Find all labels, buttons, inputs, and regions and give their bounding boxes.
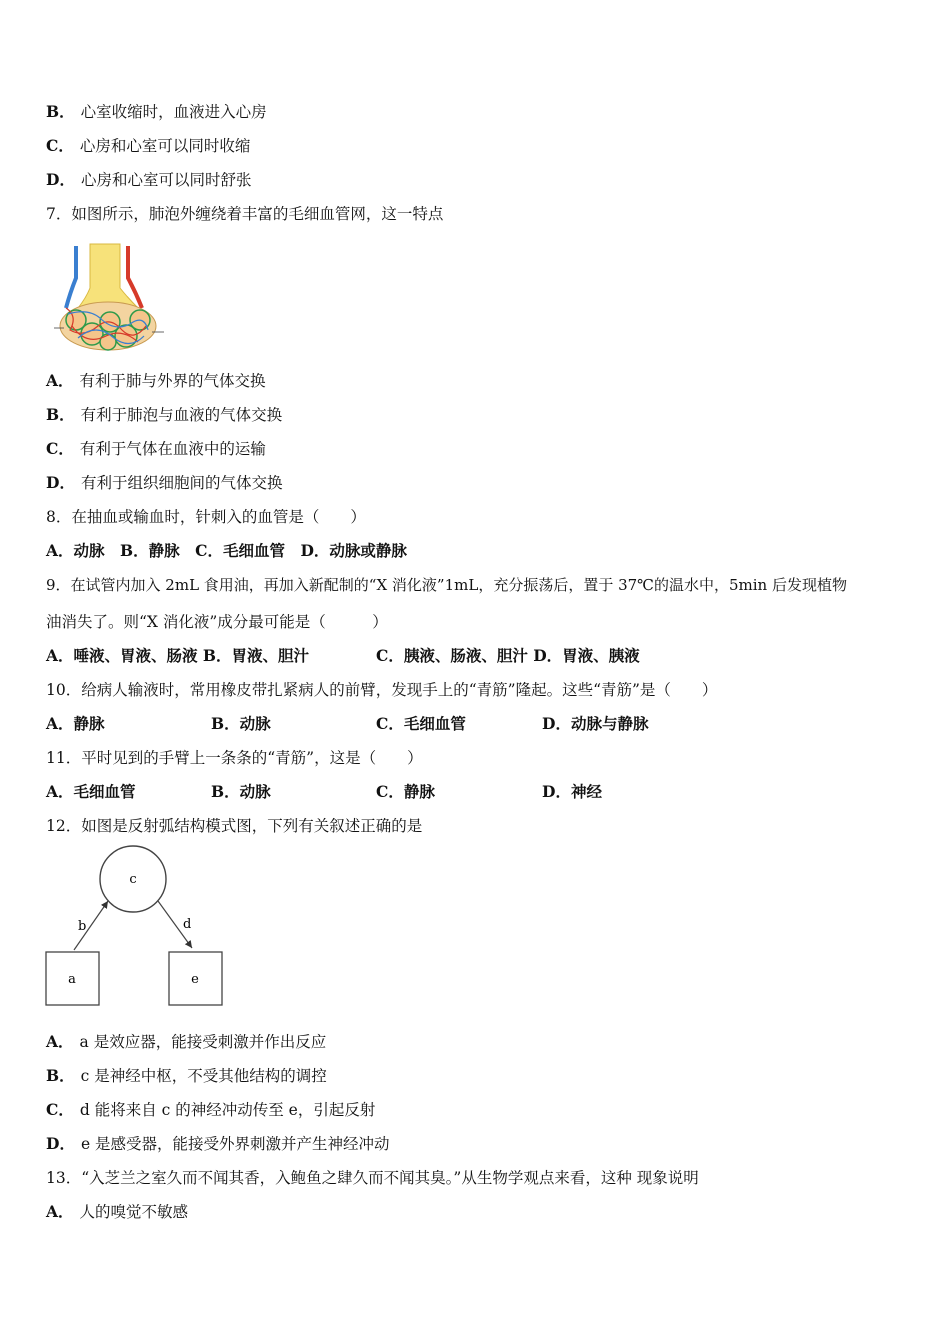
q12-option-a: A． a 是效应器，能接受刺激并作出反应 [46, 1032, 327, 1051]
q7-option-b: B． 有利于肺泡与血液的气体交换 [46, 405, 283, 424]
q7-option-c: C． 有利于气体在血液中的运输 [46, 439, 266, 458]
q6-option-b: B． 心室收缩时，血液进入心房 [46, 102, 267, 121]
node-a-label: a [68, 972, 76, 987]
q12-option-b: B． c 是神经中枢，不受其他结构的调控 [46, 1066, 327, 1085]
q10-stem: 10．给病人输液时，常用橡皮带扎紧病人的前臂，发现手上的“青筋”隆起。这些“青筋”是（ ） [46, 681, 718, 699]
node-e-label: e [191, 972, 199, 987]
q9-options-cd: C．胰液、肠液、胆汁 D．胃液、胰液 [376, 646, 640, 665]
q6-option-c: C． 心房和心室可以同时收缩 [46, 136, 251, 155]
node-c-label: c [129, 872, 137, 887]
q7-option-a: A． 有利于肺与外界的气体交换 [46, 371, 266, 390]
q12-option-d: D． e 是感受器，能接受外界刺激并产生神经冲动 [46, 1134, 390, 1153]
q9-stem-line1: 9．在试管内加入 2mL 食用油，再加入新配制的“X 消化液”1mL，充分振荡后，置于 37℃的温水中，5min 后发现植物 [46, 576, 847, 594]
q10-option-c: C．毛细血管 [376, 714, 466, 733]
q8-stem: 8．在抽血或输血时，针刺入的血管是（ ） [46, 508, 366, 526]
q9-options-ab: A．唾液、胃液、肠液 B．胃液、胆汁 [46, 646, 310, 665]
vein-vessel [128, 246, 142, 308]
q13-stem: 13．“入芝兰之室久而不闻其香，入鲍鱼之肆久而不闻其臭。”从生物学观点来看，这种 现象说明 [46, 1169, 699, 1187]
reflex-arc-diagram [40, 844, 240, 1014]
q11-option-c: C．静脉 [376, 782, 435, 801]
q7-stem: 7．如图所示，肺泡外缠绕着丰富的毛细血管网，这一特点 [46, 205, 444, 223]
q8-options: A．动脉 B．静脉 C．毛细血管 D．动脉或静脉 [46, 541, 407, 560]
q11-option-b: B．动脉 [211, 782, 271, 801]
q12-option-c: C． d 能将来自 c 的神经冲动传至 e，引起反射 [46, 1100, 376, 1119]
label-d: d [183, 917, 192, 932]
alveoli-cluster [60, 302, 156, 350]
q10-option-d: D．动脉与静脉 [542, 714, 649, 733]
alveolus-capillary-figure [48, 238, 168, 358]
q9-stem-line2: 油消失了。则“X 消化液”成分最可能是（ ） [46, 613, 388, 631]
q11-option-d: D．神经 [542, 782, 602, 801]
q11-stem: 11．平时见到的手臂上一条条的“青筋”，这是（ ） [46, 749, 423, 767]
q13-option-a: A． 人的嗅觉不敏感 [46, 1202, 189, 1221]
q12-stem: 12．如图是反射弧结构模式图，下列有关叙述正确的是 [46, 817, 423, 835]
label-b: b [78, 919, 87, 934]
q10-option-a: A．静脉 [46, 714, 105, 733]
q7-option-d: D． 有利于组织细胞间的气体交换 [46, 473, 283, 492]
artery-vessel [66, 246, 76, 308]
q10-option-b: B．动脉 [211, 714, 271, 733]
q6-option-d: D． 心房和心室可以同时舒张 [46, 170, 252, 189]
q11-option-a: A．毛细血管 [46, 782, 136, 801]
